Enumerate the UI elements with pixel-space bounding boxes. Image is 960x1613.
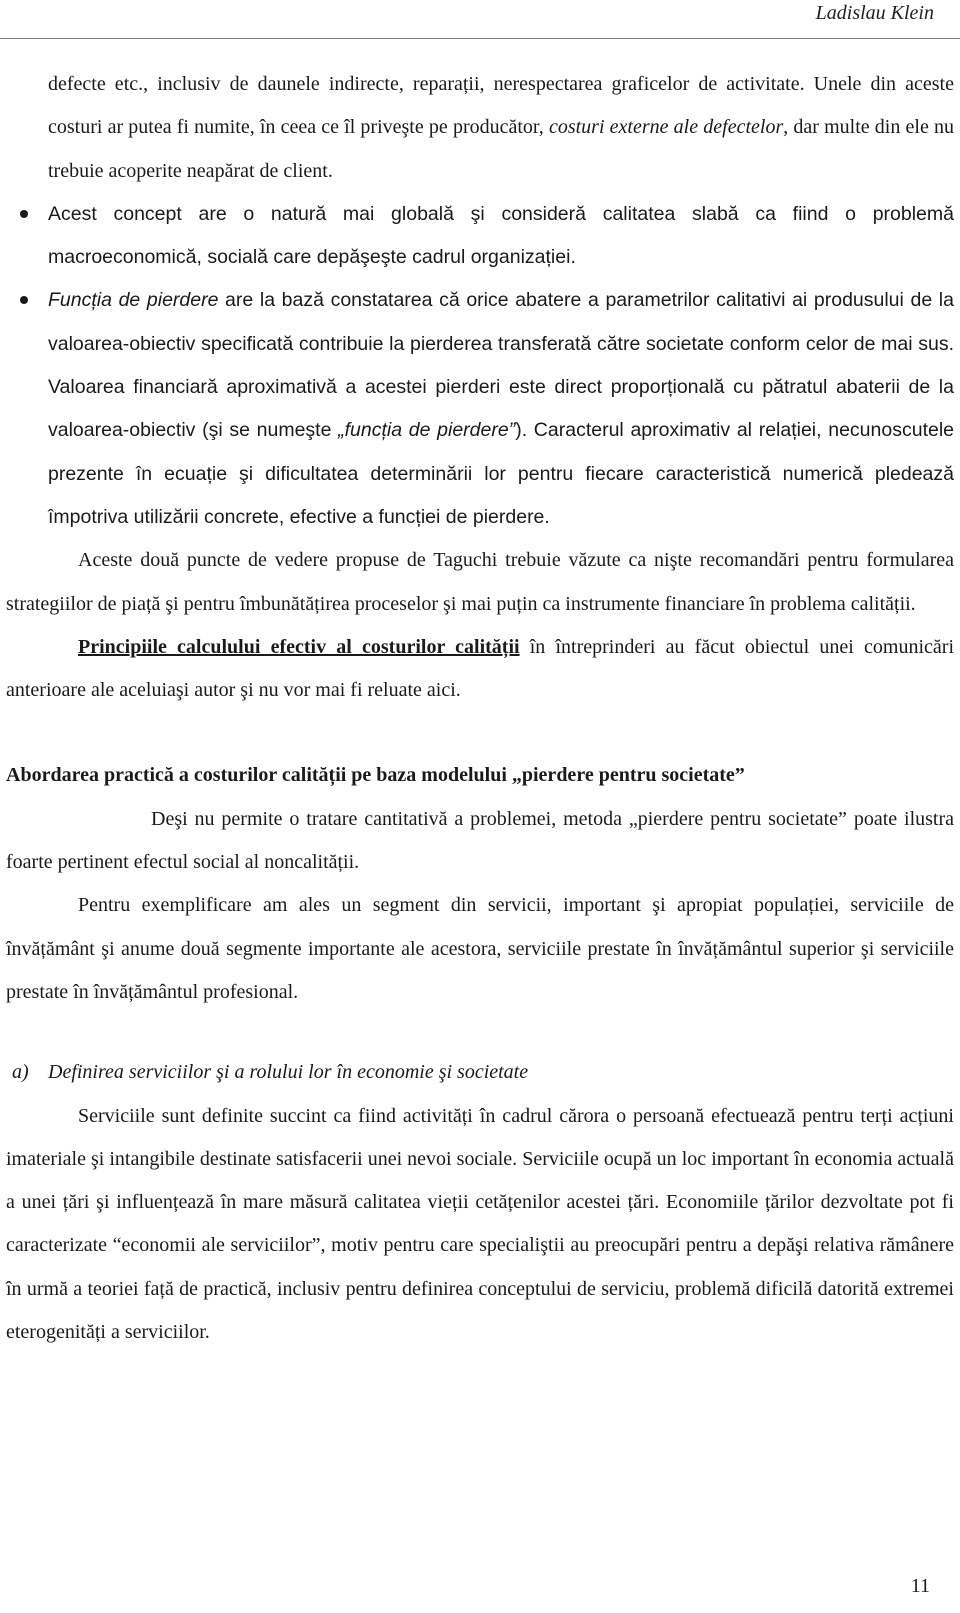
principles-text: în întreprinderi au făcut obiectul unei comunicări anterioare ale aceluiaşi autor şi nu vor mai fi reluate aici. bbox=[6, 635, 954, 702]
header-rule bbox=[0, 38, 960, 39]
bullet-text-middle: are la bază constatarea că orice abatere a parametrilor calitativi ai produsului de la valoarea-obiectiv specificată contribuie la pierderea transferată către societate conform celor de mai sus. Valoarea financiară aproximativă a acestei pierderi este direct proporțională cu pătratul abaterii de la valoarea-obiectiv (şi se numeşte bbox=[48, 289, 954, 442]
bullet-italic-term: Funcția de pierdere bbox=[48, 289, 219, 312]
paragraph-exemplification: Pentru exemplificare am ales un segment din servicii, important şi apropiat populației, serviciile de învățământ şi anume două segmente importante ale acestora, serviciile prestate în învățământul superior şi serviciile prestate în învățământul profesional. bbox=[6, 894, 954, 1003]
continuation-text-end: , dar multe din ele nu trebuie acoperite neapărat de client. bbox=[48, 116, 954, 182]
page-body bbox=[6, 63, 954, 1354]
paragraph-principles bbox=[6, 626, 954, 713]
bullet-quoted-term: „funcția de pierdere” bbox=[338, 419, 516, 442]
running-header-author: Ladislau Klein bbox=[815, 2, 934, 24]
continuation-italic-term: costuri externe ale defectelor bbox=[548, 116, 784, 139]
continuation-text-start: defecte etc., inclusiv de daunele indirecte, reparații, nerespectarea graficelor de activitate. Unele din aceste costuri ar putea fi numite, în ceea ce îl priveşte pe producător, bbox=[48, 73, 954, 139]
paragraph-desi: Deşi nu permite o tratare cantitativă a problemei, metoda „pierdere pentru societate” poate ilustra foarte pertinent efectul social al noncalității. bbox=[6, 807, 954, 874]
bullet-dot-icon bbox=[20, 296, 28, 304]
subsection-title: Definirea serviciilor şi a rolului lor în economie şi societate bbox=[48, 1061, 529, 1084]
bullet-dot-icon bbox=[20, 210, 28, 218]
page-number: 11 bbox=[910, 1575, 930, 1597]
bullet-item-global-concept bbox=[6, 193, 954, 280]
section-heading: Abordarea practică a costurilor calității pe baza modelului „pierdere pentru societate” bbox=[6, 764, 745, 787]
subsection-letter: a) bbox=[12, 1061, 29, 1084]
bullet-text: Acest concept are o natură mai globală şi consideră calitatea slabă ca fiind o problemă macroeconomică, socială care depăşeşte cadrul organizației. bbox=[48, 202, 954, 269]
principles-bold-phrase: Principiile calculului efectiv al costurilor calității bbox=[78, 635, 520, 658]
bullet-text-end: ). Caracterul aproximativ al relației, necunoscutele prezente în ecuație şi dificultatea determinării lor pentru fiecare caracteristică numerică pledează împotriva utilizării concrete, efective a funcției de pierdere. bbox=[48, 419, 955, 528]
paragraph-services: Serviciile sunt definite succint ca fiind activități în cadrul cărora o persoană efectuează pentru terți acțiuni imateriale şi intangibile destinate satisfacerii unei nevoi sociale. Serviciile ocupă un loc important în economia actuală a unei țări şi influențează în mare măsură calitatea vieții cetățenilor acestei țări. Economiile țărilor dezvoltate pot fi caracterizate “economii ale serviciilor”, motiv pentru care specialiştii au preocupări pentru a depăşi relativa rămânere în urmă a teoriei față de practică, inclusiv pentru definirea conceptului de serviciu, problemă dificilă datorită extremei eterogenități a serviciilor. bbox=[6, 1104, 954, 1344]
subsection-heading bbox=[6, 1051, 954, 1094]
continuation-paragraph bbox=[6, 63, 954, 193]
paragraph-taguchi: Aceste două puncte de vedere propuse de Taguchi trebuie văzute ca nişte recomandări pentru formularea strategiilor de piață şi pentru îmbunătățirea proceselor şi mai puțin ca instrumente financiare în problema calității. bbox=[6, 549, 954, 615]
bullet-item-loss-function bbox=[6, 279, 954, 539]
